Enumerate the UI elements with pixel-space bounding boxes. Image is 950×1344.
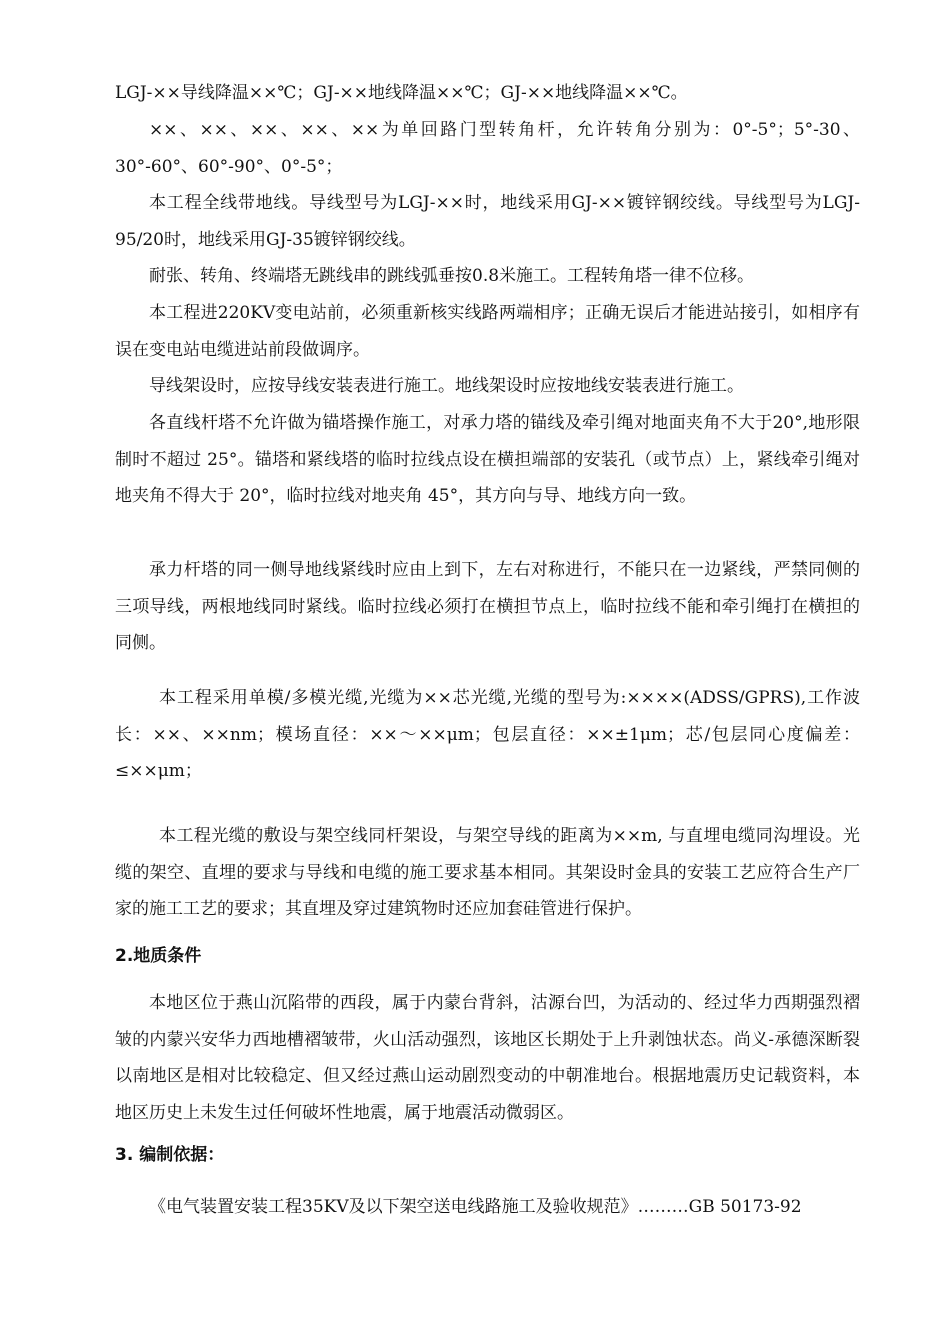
paragraph-optical-cable-spec: 本工程采用单模/多模光缆,光缆为××芯光缆,光缆的型号为:××××(ADSS/GPRS),工作波长：××、××nm；模场直径：××～××μm；包层直径：××±1μm；芯/包层同心度偏差：≤××μm； (115, 688, 860, 781)
paragraph-optical-cable-laying: 本工程光缆的敷设与架空线同杆架设，与架空导线的距离为××m, 与直埋电缆同沟埋设。光缆的架空、直埋的要求与导线和电缆的施工要求基本相同。其架设时金具的安装工艺应符合生产厂家的施工工艺的要求；其直埋及穿过建筑物时还应加套硅管进行保护。 (115, 826, 860, 919)
heading-basis: 3. 编制依据： (115, 1145, 225, 1165)
reference-standard: 《电气装置安装工程35KV及以下架空送电线路施工及验收规范》………GB 50173-92 (149, 1197, 802, 1217)
heading-geology: 2.地质条件 (115, 946, 202, 966)
paragraph-tensioning: 承力杆塔的同一侧导地线紧线时应由上到下，左右对称进行，不能只在一边紧线，严禁同侧的三项导线，两根地线同时紧线。临时拉线必须打在横担节点上，临时拉线不能和牵引绳打在横担的同侧。 (115, 560, 860, 653)
paragraph-jumper-sag: 耐张、转角、终端塔无跳线串的跳线弧垂按0.8米施工。工程转角塔一律不位移。 (149, 266, 755, 286)
paragraph-anchor-tower: 各直线杆塔不允许做为锚塔操作施工，对承力塔的锚线及牵引绳对地面夹角不大于20°,地形限制时不超过 25°。锚塔和紧线塔的临时拉线点设在横担端部的安装孔（或节点）上，紧线牵引绳对地夹角不得大于 20°，临时拉线对地夹角 45°，其方向与导、地线方向一致。 (115, 413, 860, 506)
paragraph-corner-poles: ××、××、××、××、××为单回路门型转角杆，允许转角分别为：0°-5°；5°-30、30°-60°、60°-90°、0°-5°； (115, 120, 860, 177)
paragraph-phase-sequence: 本工程进220KV变电站前，必须重新核实线路两端相序；正确无误后才能进站接引，如相序有误在变电站电缆进站前段做调序。 (115, 303, 860, 360)
paragraph-installation-table: 导线架设时，应按导线安装表进行施工。地线架设时应按地线安装表进行施工。 (149, 376, 744, 396)
paragraph-ground-wire: 本工程全线带地线。导线型号为LGJ-××时，地线采用GJ-××镀锌钢绞线。导线型号为LGJ-95/20时，地线采用GJ-35镀锌钢绞线。 (115, 193, 860, 250)
paragraph-geology: 本地区位于燕山沉陷带的西段，属于内蒙台背斜，沽源台凹，为活动的、经过华力西期强烈褶皱的内蒙兴安华力西地槽褶皱带，火山活动强烈，该地区长期处于上升剥蚀状态。尚义-承德深断裂以南地区是相对比较稳定、但又经过燕山运动剧烈变动的中朝准地台。根据地震历史记载资料，本地区历史上未发生过任何破坏性地震，属于地震活动微弱区。 (115, 993, 860, 1123)
paragraph-cooling: LGJ-××导线降温××℃；GJ-××地线降温××℃；GJ-××地线降温××℃。 (115, 83, 688, 103)
